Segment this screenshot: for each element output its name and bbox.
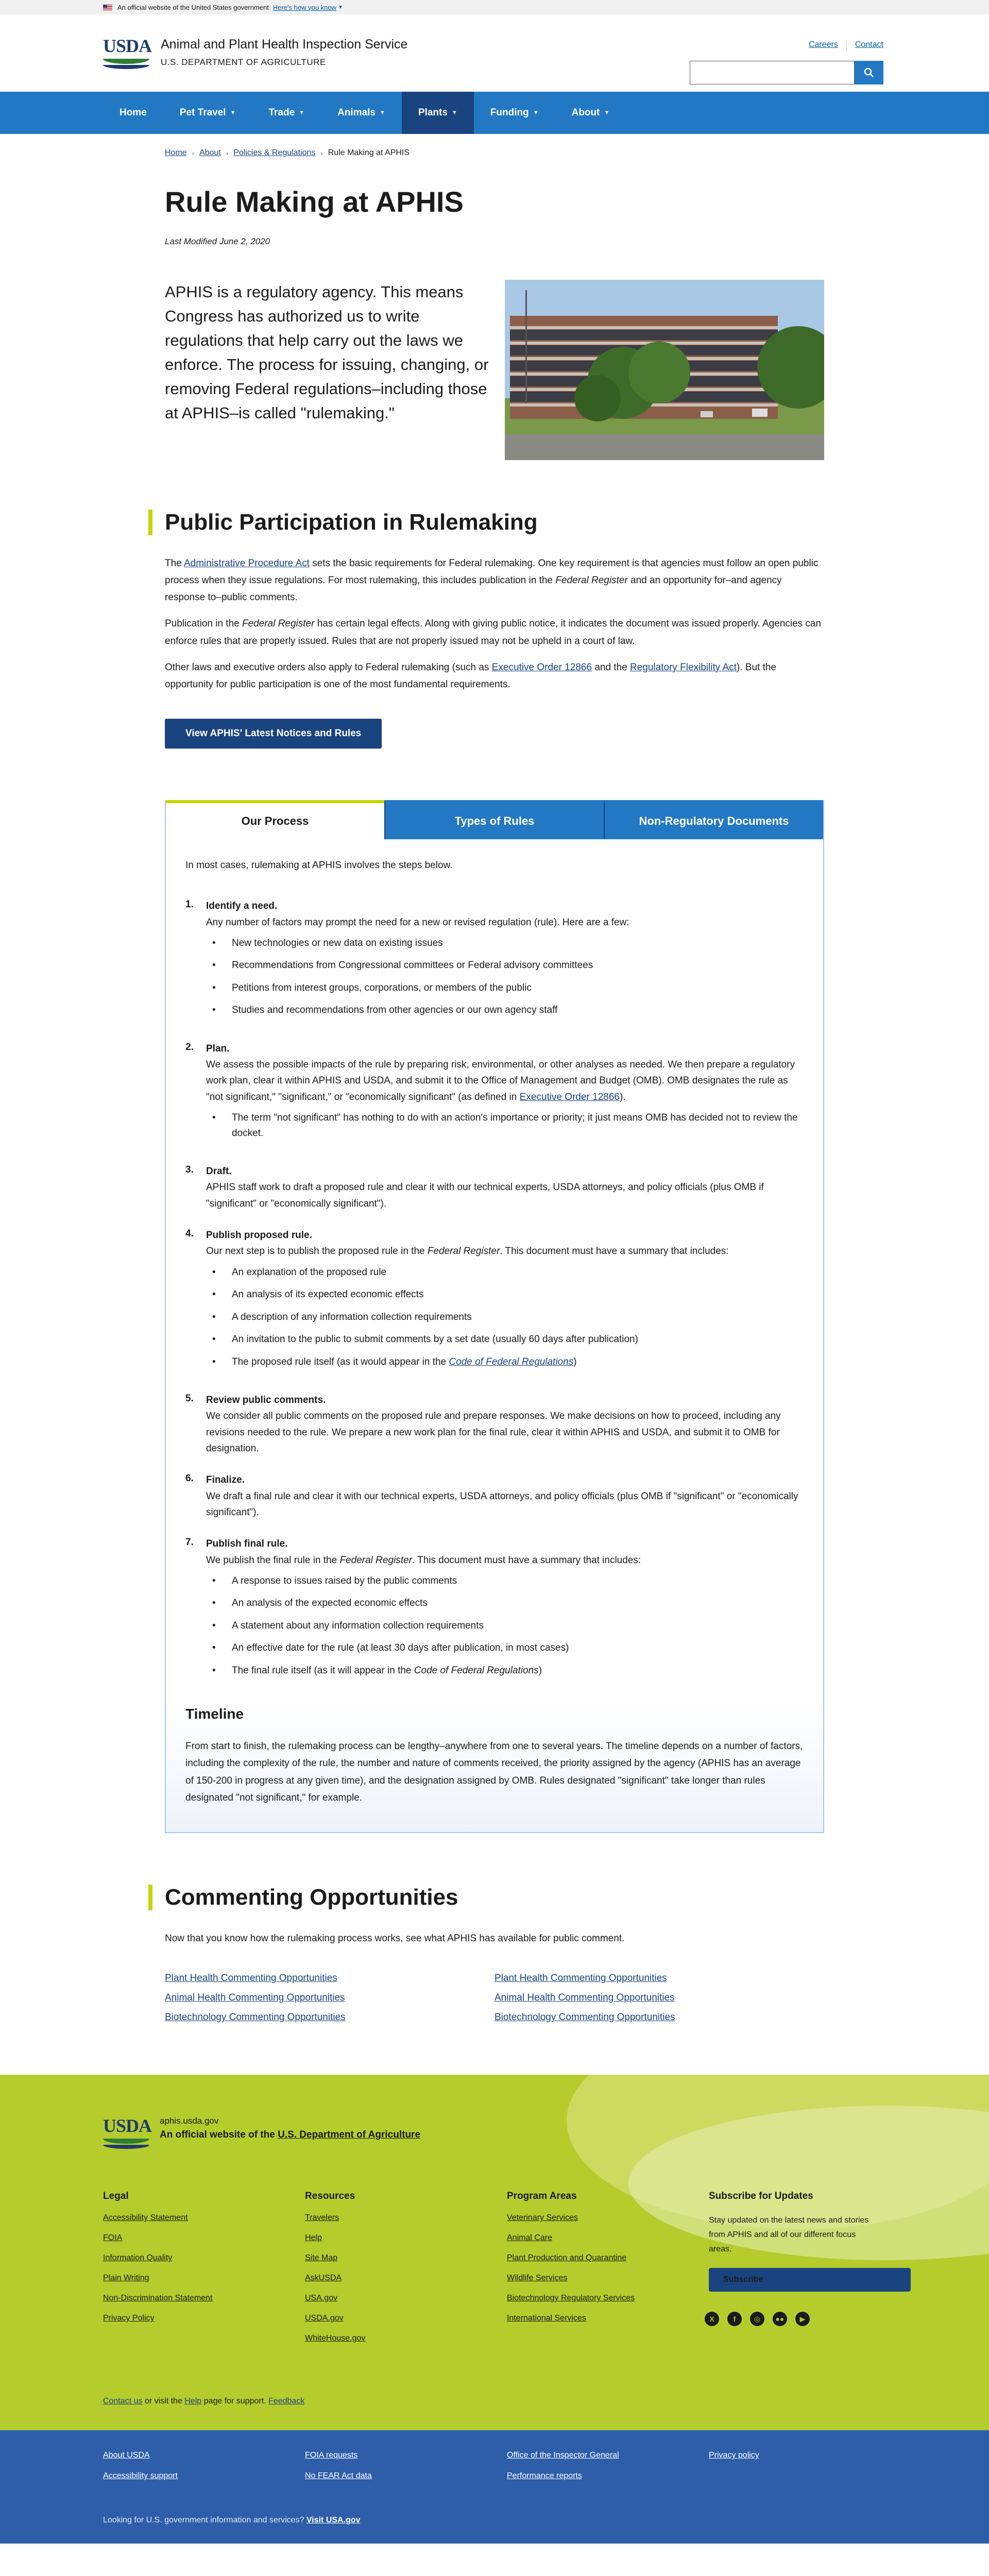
nav-pet-travel[interactable]: Pet Travel ▼	[179, 107, 236, 118]
timeline-heading: Timeline	[185, 1706, 244, 1722]
help-link[interactable]: Help	[184, 2397, 202, 2406]
list-item: • A response to issues raised by the public comments	[206, 1573, 804, 1588]
commenting-lead: Now that you know how the rulemaking process works, see what APHIS has available for public comment.	[165, 1933, 625, 1944]
caret-down-icon: ▼	[604, 110, 610, 116]
tab-types-of-rules[interactable]: Types of Rules	[384, 800, 604, 839]
plant-health-commenting-link[interactable]: Plant Health Commenting Opportunities	[494, 1973, 667, 1984]
biotech-commenting-link[interactable]: Biotechnology Commenting Opportunities	[494, 2012, 675, 2023]
usda-link[interactable]: U.S. Department of Agriculture	[278, 2129, 421, 2141]
page-title: Rule Making at APHIS	[165, 185, 464, 218]
caret-down-icon: ▼	[379, 110, 385, 116]
list-item: • New technologies or new data on existing issues	[206, 936, 804, 951]
instagram-icon[interactable]: ◎	[750, 2312, 764, 2326]
site-footer	[0, 2075, 989, 2430]
nav-animals[interactable]: Animals ▼	[337, 107, 385, 118]
intro-section	[165, 280, 824, 460]
gov-banner	[0, 0, 989, 14]
chevron-right-icon: ›	[320, 149, 323, 157]
footer-brand	[103, 2116, 420, 2150]
step-title: Publish final rule.	[206, 1538, 288, 1550]
list-item: • An invitation to the public to submit comments by a set date (usually 60 days after publication)	[206, 1332, 804, 1347]
breadcrumb-home[interactable]: Home	[165, 148, 187, 157]
nav-home[interactable]: Home	[120, 107, 147, 118]
participation-paragraph-2: Publication in the Federal Register has certain legal effects. Along with giving public notice, it indicates the document was issued properly. Agencies can enforce rules that are properly issued. Rules that are not properly issued may not be upheld in a court of law.	[165, 618, 822, 647]
list-item: • A statement about any information collection requirements	[206, 1618, 804, 1633]
site-header	[0, 14, 989, 92]
footer-contact: Contact us or visit the Help page for support. Feedback	[103, 2397, 305, 2406]
heres-how-you-know-link[interactable]: Here's how you know	[272, 3, 337, 11]
footer-columns	[103, 2191, 911, 2354]
step-item: 5. Review public comments. We consider all public comments on the proposed rule and prepare responses. We make decisions on how to proceed, including any revisions needed to the rule. We prepare a new work plan for the final rule, clear it within APHIS and USDA, and submit it to OMB for designation.	[185, 1392, 804, 1456]
chevron-right-icon: ›	[226, 149, 229, 157]
footer-link[interactable]: Animal Care	[507, 2233, 553, 2243]
nav-about[interactable]: About ▼	[571, 107, 610, 118]
main-content	[0, 186, 989, 2023]
step-title: Plan.	[206, 1043, 230, 1054]
visit-usa-gov-link[interactable]: Visit USA.gov	[306, 2516, 361, 2525]
usa-gov-note: Looking for U.S. government information and services? Visit USA.gov	[103, 2516, 361, 2525]
footer-link[interactable]: Travelers	[305, 2213, 339, 2223]
caret-down-icon: ▼	[451, 110, 457, 116]
gov-banner-text: An official website of the United States government	[117, 3, 269, 11]
rfa-link[interactable]: Regulatory Flexibility Act	[630, 662, 737, 673]
footer-link[interactable]: Biotechnology Regulatory Services	[507, 2294, 635, 2303]
tab-our-process[interactable]: Our Process	[166, 800, 384, 839]
step-item: 1. Identify a need. Any number of factors may prompt the need for a new or revised regulation (rule). Here are a few: • New technologies or new data on existing issues • Recommendations from Congressional committees or Federal advisory committees • Petitions from interest groups, corporations, or members of the public • Studies and recommendations from other agencies or our own agency staff	[185, 898, 804, 1025]
tab-panel	[166, 839, 823, 1832]
social-links	[705, 2312, 810, 2326]
search-button[interactable]	[855, 61, 883, 84]
latest-notices-button[interactable]: View APHIS' Latest Notices and Rules	[165, 719, 382, 749]
step-title: Identify a need.	[206, 901, 278, 912]
department-name: U.S. DEPARTMENT OF AGRICULTURE	[161, 57, 326, 67]
footer-link[interactable]: FOIA	[103, 2233, 123, 2243]
caret-down-icon: ▼	[533, 110, 539, 116]
identifier-link[interactable]: FOIA requests	[305, 2451, 358, 2460]
footer-link[interactable]: Help	[305, 2233, 322, 2243]
list-item: • An analysis of its expected economic effects	[206, 1287, 804, 1302]
agency-name: Animal and Plant Health Inspection Service	[161, 37, 408, 52]
us-flag-icon	[103, 5, 112, 10]
flickr-icon[interactable]: ●●	[773, 2312, 787, 2326]
list-item: • The proposed rule itself (as it would appear in the Code of Federal Regulations)	[206, 1354, 804, 1369]
aphis-building-photo	[505, 280, 824, 460]
commenting-links	[165, 1973, 824, 2023]
footer-link[interactable]: Veterinary Services	[507, 2213, 578, 2223]
step-item: 6. Finalize. We draft a final rule and clear it with our technical experts, USDA attorneys, and policy officials (plus OMB if "significant" or "economically significant").	[185, 1472, 804, 1520]
footer-link[interactable]: Plain Writing	[103, 2274, 149, 2283]
footer-link[interactable]: Accessibility Statement	[103, 2213, 188, 2223]
breadcrumb-policies[interactable]: Policies & Regulations	[233, 148, 316, 157]
breadcrumb-current: Rule Making at APHIS	[328, 148, 410, 157]
caret-down-icon: ▼	[299, 110, 305, 116]
footer-link[interactable]: USDA.gov	[305, 2314, 344, 2323]
step-item: 7. Publish final rule. We publish the final rule in the Federal Register. This document must have a summary that includes: • A response to issues raised by the public comments • An analysis of the expected economic effects • A statement about any information collection requirements • An effective date for the rule (at least 30 days after publication, in most cases) • The final rule itself (as it will appear in the Code of Federal Regulations)	[185, 1536, 804, 1685]
contact-us-link[interactable]: Contact us	[103, 2397, 143, 2406]
step-title: Finalize.	[206, 1475, 245, 1486]
utility-links	[809, 40, 883, 50]
participation-paragraph-3: Other laws and executive orders also apply to Federal rulemaking (such as Executive Order 12866 and the Regulatory Flexibility Act). But the opportunity for public participation is one of the most fundamental requirements.	[165, 662, 777, 690]
last-modified: Last Modified June 2, 2020	[165, 236, 270, 246]
list-item: • Petitions from interest groups, corporations, or members of the public	[206, 980, 804, 995]
participation-paragraph-1: The Administrative Procedure Act sets the basic requirements for Federal rulemaking. One key requirement is that agencies must follow an open public process when they issue regulations. For most rulemaking, this includes publication in the Federal Register and an opportunity for–and agency response to–public comments.	[165, 557, 819, 603]
footer-link[interactable]: Non-Discrimination Statement	[103, 2294, 213, 2303]
footer-link[interactable]: Wildlife Services	[507, 2274, 568, 2283]
careers-link[interactable]: Careers	[808, 40, 838, 49]
logo-link[interactable]	[103, 36, 407, 70]
facebook-icon[interactable]: f	[727, 2312, 742, 2326]
tab-list	[166, 800, 823, 839]
footer-resources: Resources Travelers Help Site Map AskUSDA USA.gov USDA.gov WhiteHouse.gov	[305, 2191, 507, 2354]
footer-link[interactable]: WhiteHouse.gov	[305, 2334, 366, 2343]
eo-12866-link[interactable]: Executive Order 12866	[491, 662, 592, 673]
footer-link[interactable]: Privacy Policy	[103, 2314, 155, 2323]
chevron-down-icon: ▼	[338, 4, 343, 10]
search-form	[690, 61, 883, 84]
text-the: The	[165, 557, 184, 569]
search-icon	[864, 67, 874, 78]
biotech-commenting-link[interactable]: Biotechnology Commenting Opportunities	[165, 2012, 346, 2023]
breadcrumb-about[interactable]: About	[199, 148, 221, 157]
step-title: Draft.	[206, 1166, 232, 1177]
subscribe-button[interactable]: Subscribe	[709, 2268, 911, 2292]
chevron-right-icon: ›	[192, 149, 195, 157]
feedback-link[interactable]: Feedback	[268, 2397, 305, 2406]
usda-logo[interactable]: USDA	[103, 2116, 149, 2150]
footer-link[interactable]: Site Map	[305, 2253, 338, 2263]
breadcrumb	[0, 148, 989, 158]
eo-12866-link[interactable]: Executive Order 12866	[519, 1091, 620, 1103]
nav-funding[interactable]: Funding ▼	[490, 107, 539, 118]
nav-plants[interactable]: Plants ▼	[402, 92, 474, 134]
footer-legal: Legal Accessibility Statement FOIA Information Quality Plain Writing Non-Discrimination Statement Privacy Policy	[103, 2191, 305, 2354]
list-item: • The term "not significant" has nothing to do with an action's importance or priority; it just means OMB has decided not to review the docket.	[206, 1110, 804, 1141]
x-twitter-icon[interactable]: X	[705, 2312, 719, 2326]
animal-health-commenting-link[interactable]: Animal Health Commenting Opportunities	[494, 1992, 675, 2004]
process-steps	[185, 898, 804, 1685]
footer-link[interactable]: International Services	[507, 2314, 586, 2323]
step-item: 2. Plan. We assess the possible impacts of the rule by preparing risk, environmental, or other analyses as needed. We then prepare a regulatory work plan, clear it within APHIS and USDA, and submit it to the Office of Management and Budget (OMB). OMB designates the rule as "not significant," "significant," or "economically significant" (as defined in Executive Order 12866). • The term "not significant" has nothing to do with an action's importance or priority; it just means OMB has decided not to review the docket.	[185, 1041, 804, 1148]
identifier-footer	[0, 2430, 989, 2544]
step-title: Publish proposed rule.	[206, 1230, 312, 1241]
process-tabs	[165, 800, 824, 1833]
footer-programs: Program Areas Veterinary Services Animal Care Plant Production and Quarantine Wildlife Services Biotechnology Regulatory Services International Services	[507, 2191, 709, 2354]
participation-heading: Public Participation in Rulemaking	[148, 510, 824, 535]
footer-link[interactable]: AskUSDA	[305, 2274, 342, 2283]
animal-health-commenting-link[interactable]: Animal Health Commenting Opportunities	[165, 1992, 345, 2004]
footer-official: An official website of the U.S. Department of Agriculture	[160, 2129, 421, 2141]
process-lead: In most cases, rulemaking at APHIS involves the steps below.	[185, 860, 453, 871]
commenting-heading: Commenting Opportunities	[148, 1885, 824, 1910]
intro-text: APHIS is a regulatory agency. This means Congress has authorized us to write regulations that help carry out the laws we enforce. The process for issuing, changing, or removing Federal regulations–including those at APHIS–is called "rulemaking."	[165, 282, 489, 422]
list-item: • A description of any information collection requirements	[206, 1310, 804, 1325]
cfr-link[interactable]: Code of Federal Regulations	[449, 1356, 574, 1367]
identifier-link[interactable]: Accessibility support	[103, 2471, 178, 2481]
step-item: 4. Publish proposed rule. Our next step is to publish the proposed rule in the Federal Register. This document must have a summary that includes: • An explanation of the proposed rule • An analysis of its expected economic effects • A description of any information collection requirements • An invitation to the public to submit comments by a set date (usually 60 days after publication) • The proposed rule itself (as it would appear in the Code of Federal Regulations)	[185, 1227, 804, 1377]
footer-subscribe: Subscribe for Updates Stay updated on the latest news and stories from APHIS and all of our different focus areas. Subscribe	[709, 2191, 911, 2354]
footer-site-name: aphis.usda.gov	[160, 2116, 219, 2126]
step-title: Review public comments.	[206, 1394, 326, 1405]
identifier-link[interactable]: Privacy policy	[709, 2451, 759, 2460]
list-item: • The final rule itself (as it will appear in the Code of Federal Regulations)	[206, 1663, 804, 1678]
usda-logo: USDA	[103, 36, 149, 70]
tab-non-regulatory-documents[interactable]: Non-Regulatory Documents	[604, 800, 823, 839]
timeline-section	[166, 1701, 823, 1832]
main-nav	[0, 92, 989, 134]
identifier-link[interactable]: Office of the Inspector General	[507, 2451, 619, 2460]
footer-link[interactable]: USA.gov	[305, 2294, 338, 2303]
list-item: • An analysis of the expected economic effects	[206, 1596, 804, 1611]
list-item: • Studies and recommendations from other agencies or our own agency staff	[206, 1003, 804, 1018]
identifier-link[interactable]: About USDA	[103, 2451, 150, 2460]
list-item: • An explanation of the proposed rule	[206, 1265, 804, 1280]
footer-link[interactable]: Plant Production and Quarantine	[507, 2253, 627, 2263]
footer-link[interactable]: Information Quality	[103, 2253, 173, 2263]
identifier-link[interactable]: Performance reports	[507, 2471, 582, 2481]
plant-health-commenting-link[interactable]: Plant Health Commenting Opportunities	[165, 1973, 337, 1984]
caret-down-icon: ▼	[230, 110, 236, 116]
list-item: • An effective date for the rule (at least 30 days after publication, in most cases)	[206, 1640, 804, 1655]
apa-link[interactable]: Administrative Procedure Act	[183, 557, 310, 569]
search-input[interactable]	[690, 61, 855, 84]
youtube-icon[interactable]: ▶	[795, 2312, 810, 2326]
identifier-link[interactable]: No FEAR Act data	[305, 2471, 372, 2481]
step-item: 3. Draft. APHIS staff work to draft a proposed rule and clear it with our technical experts, USDA attorneys, and policy officials (plus OMB if "significant" or "economically significant").	[185, 1163, 804, 1212]
contact-link[interactable]: Contact	[855, 40, 883, 49]
list-item: • Recommendations from Congressional committees or Federal advisory committees	[206, 958, 804, 973]
nav-trade[interactable]: Trade ▼	[268, 107, 305, 118]
timeline-text: From start to finish, the rulemaking process can be lengthy–anywhere from one to several years. The timeline depends on a number of factors, including the complexity of the rule, the number and nature of comments received, the priority assigned by the agency (APHIS has an average of 150-200 in progress at any given time), and the designation assigned by OMB. Rules designated "significant" take longer than rules designated "not significant," for example.	[185, 1741, 803, 1803]
